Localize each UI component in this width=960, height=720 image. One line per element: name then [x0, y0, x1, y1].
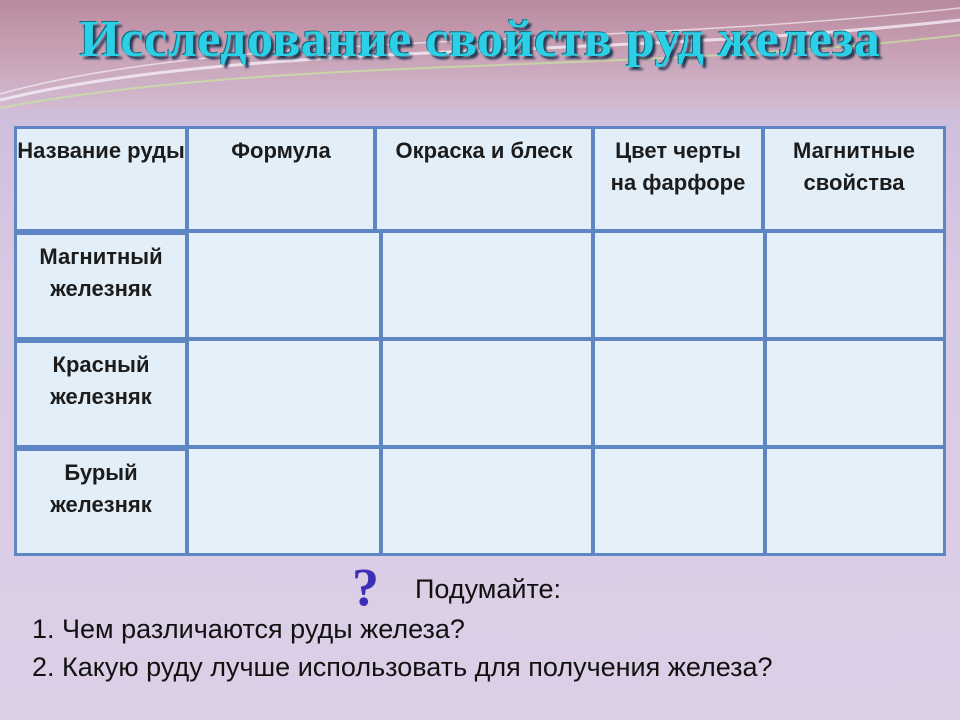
question-mark-icon: ? — [352, 557, 379, 617]
header-cell-magnetic: Магнитные свойства — [762, 126, 946, 232]
table-cell — [764, 230, 946, 340]
table-cell — [592, 338, 766, 448]
header-cell-formula: Формула — [186, 126, 376, 232]
row-label-hematite: Красный железняк — [14, 340, 188, 448]
slide-title: Исследование свойств руд железа — [79, 11, 881, 68]
table-cell — [380, 446, 594, 556]
question-1: 1. Чем различаются руды железа? — [32, 614, 465, 644]
header-cell-ore-name: Название руды — [14, 126, 188, 232]
question-2: 2. Какую руду лучше использовать для получения железа? — [32, 652, 773, 682]
table-cell — [592, 230, 766, 340]
table-cell — [186, 230, 382, 340]
table-cell — [186, 446, 382, 556]
table-cell — [764, 338, 946, 448]
row-label-magnetite: Магнитный железняк — [14, 232, 188, 340]
table-cell — [380, 338, 594, 448]
think-label: Подумайте: — [415, 574, 562, 604]
header-cell-color-luster: Окраска и блеск — [374, 126, 594, 232]
table-cell — [764, 446, 946, 556]
table-cell — [186, 338, 382, 448]
table-cell — [592, 446, 766, 556]
header-cell-streak-color: Цвет черты на фарфоре — [592, 126, 764, 232]
row-label-limonite: Бурый железняк — [14, 448, 188, 556]
table-cell — [380, 230, 594, 340]
